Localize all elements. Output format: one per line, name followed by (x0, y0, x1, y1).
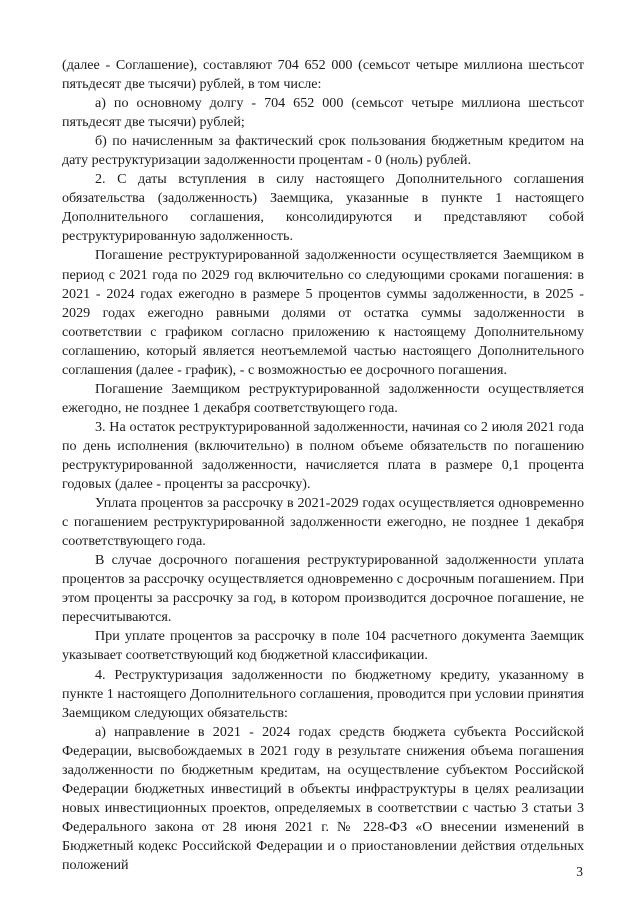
paragraph-principal-debt: а) по основному долгу - 704 652 000 (семьсот четыре миллиона шестьсот пятьдесят две тысячи) рублей; (62, 95, 584, 131)
paragraph-payment-field-104: При уплате процентов за рассрочку в поле 104 расчетного документа Заемщик указывает соответствующий код бюджетной классификации. (62, 628, 584, 664)
paragraph-clause-2: 2. С даты вступления в силу настоящего Дополнительного соглашения обязательства (задолженность) Заемщика, указанные в пункте 1 настоящего Дополнительного соглашения, консолидируются и представляют собой реструктурированную задолженность. (62, 171, 584, 245)
page-number: 3 (576, 864, 583, 879)
paragraph-obligation-a: а) направление в 2021 - 2024 годах средств бюджета субъекта Российской Федерации, высвобождаемых в 2021 году в результате снижения объема погашения задолженности по бюджетным кредитам, на осуществление субъектом Российской Федерации бюджетных инвестиций в объекты инфраструктуры в целях реализации новых инвестиционных проектов, определяемых в соответствии с частью 3 статьи 3 Федерального закона от 28 июня 2021 г. № 228-ФЗ «О внесении изменений в Бюджетный кодекс Российской Федерации и о приостановлении действия отдельных положений (62, 723, 584, 873)
paragraph-accrued-interest: б) по начисленным за фактический срок пользования бюджетным кредитом на дату реструктуризации задолженности процентам - 0 (ноль) рублей. (62, 133, 584, 169)
paragraph-repayment-schedule: Погашение реструктурированной задолженности осуществляется Заемщиком в период с 2021 года по 2029 год включительно со следующими сроками погашения: в 2021 - 2024 годах ежегодно в размере 5 процентов суммы задолженности, в 2025 - 2029 годах ежегодно равными долями от остатка суммы задолженности в соответствии с графиком согласно приложению к настоящему Дополнительному соглашению, который является неотъемлемой частью настоящего Дополнительного соглашения (далее - график), - с возможностью ее досрочного погашения. (62, 247, 584, 378)
paragraph-interest-payment: Уплата процентов за рассрочку в 2021-2029 годах осуществляется одновременно с погашением реструктурированной задолженности ежегодно, не позднее 1 декабря соответствующего года. (62, 495, 584, 550)
document-body (62, 56, 584, 875)
paragraph-clause-4: 4. Реструктуризация задолженности по бюджетному кредиту, указанному в пункте 1 настоящего Дополнительного соглашения, проводится при условии принятия Заемщиком следующих обязательств: (62, 666, 584, 721)
paragraph-clause-3: 3. На остаток реструктурированной задолженности, начиная со 2 июля 2021 года по день исполнения (включительно) в полном объеме обязательств по погашению реструктурированной задолженности, начисляется плата в размере 0,1 процента годовых (далее - проценты за рассрочку). (62, 418, 584, 493)
paragraph-repayment-deadline: Погашение Заемщиком реструктурированной задолженности осуществляется ежегодно, не позднее 1 декабря соответствующего года. (62, 380, 584, 416)
paragraph-agreement-total: (далее - Соглашение), составляют 704 652 000 (семьсот четыре миллиона шестьсот пятьдесят две тысячи) рублей, в том числе: (62, 57, 584, 93)
paragraph-early-repayment: В случае досрочного погашения реструктурированной задолженности уплата процентов за рассрочку осуществляется одновременно с досрочным погашением. При этом проценты за рассрочку за год, в котором производится досрочное погашение, не пересчитываются. (62, 552, 584, 626)
